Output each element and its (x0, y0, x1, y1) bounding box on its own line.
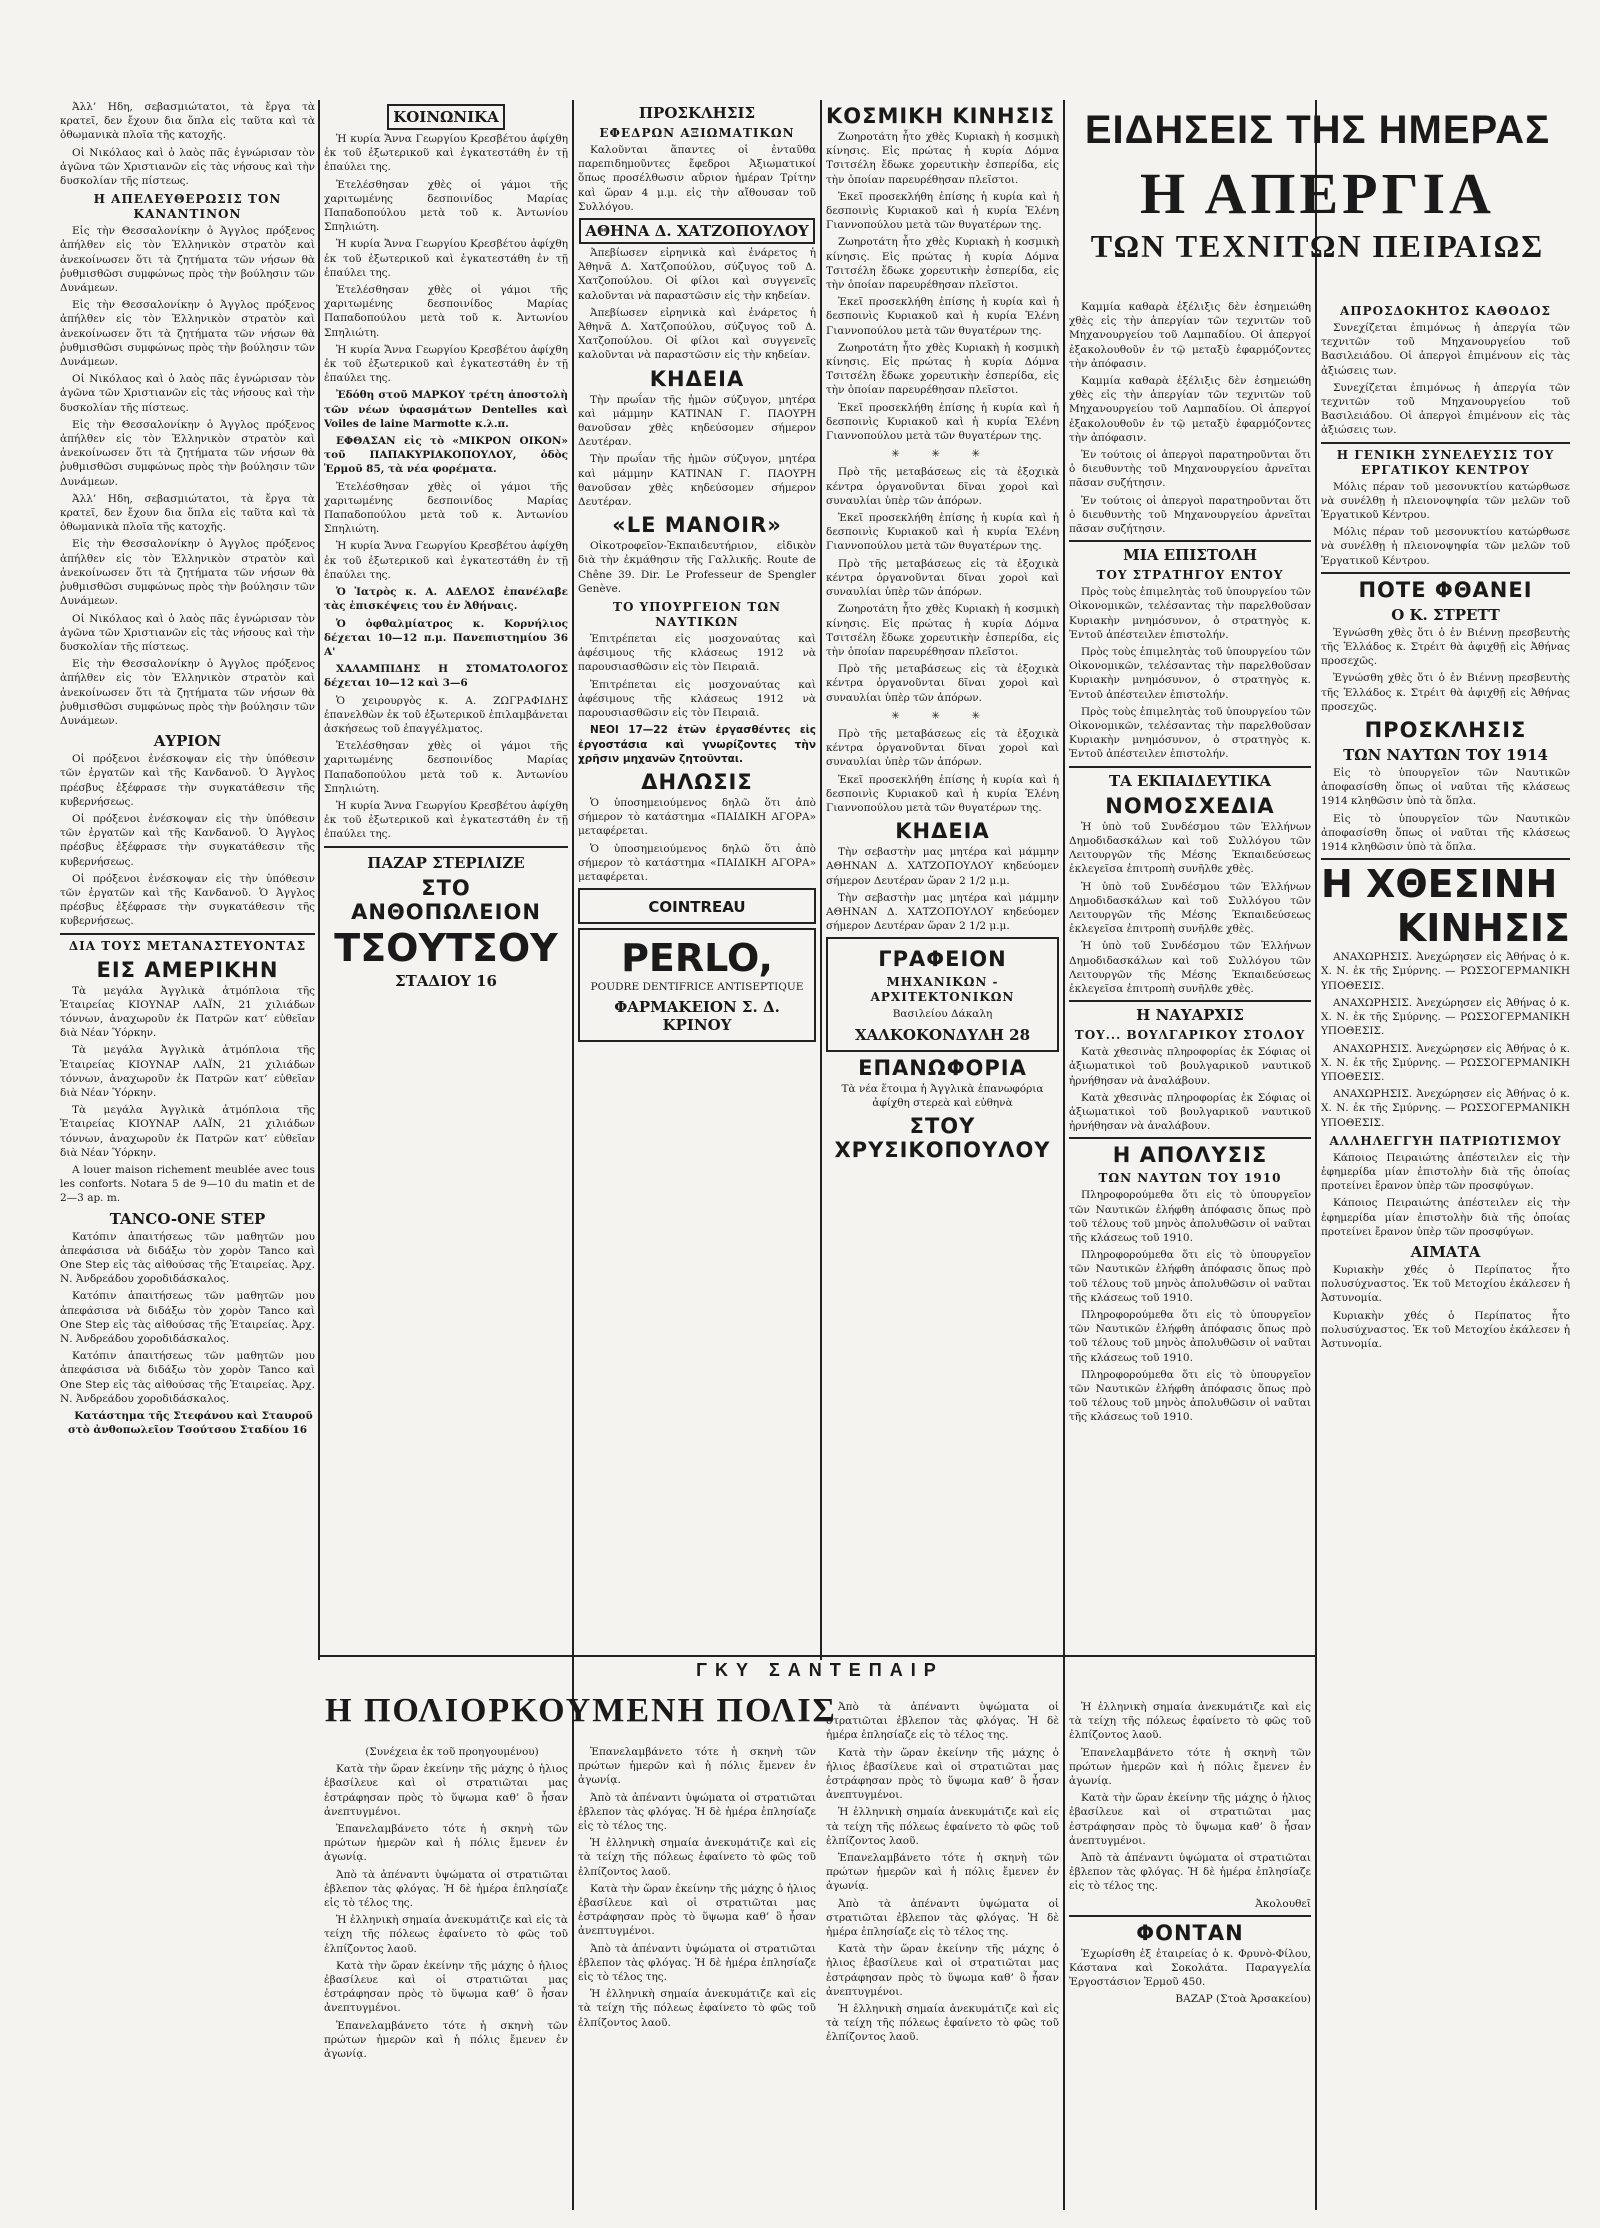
article-text: Τὴν σεβαστὴν μας μητέρα καὶ μάμμην ΑΘΗΝΑΝ Δ. ΧΑΤΖΟΠΟΥΛΟΥ κηδεύομεν σήμερον Δευτέραν ὥραν 2 1/2 μ.μ. (826, 891, 1059, 933)
serial-continued: Ἀκολουθεῖ (1255, 1897, 1311, 1910)
ad-text: ΕΦΘΑΣΑΝ εἰς τὸ «ΜΙΚΡΟΝ ΟΙΚΟΝ» τοῦ ΠΑΠΑΚΥΡΙΑΚΟΠΟΥΛΟΥ, ὁδὸς Ἑρμοῦ 85, τὰ νέα φορέματα. (324, 435, 568, 476)
article-text: Πρὸ τῆς μεταβάσεως εἰς τὰ ἐξοχικὰ κέντρα ὀργανοῦνται δῖναι χοροὶ καὶ συναυλίαι ὑπὲρ τῶν ἀπόρων. (826, 663, 1059, 704)
article-text: Τὴν πρωΐαν τῆς ἡμῶν σύζυγον, μητέρα καὶ μάμμην ΚΑΤΙΝΑΝ Γ. ΠΑΟΥΡΗ θανοῦσαν χθὲς κηδεύσομεν σήμερον Δευτέραν. (578, 393, 816, 449)
article-text: Ἡ κυρία Ἄννα Γεωργίου Κρεσβέτου ἀφίχθη ἐκ τοῦ ἐξωτερικοῦ καὶ ἐγκατεστάθη ἐν τῇ ἐπαύλει της. (324, 238, 568, 279)
article-text: Τὰ μεγάλα Ἀγγλικὰ ἀτμόπλοια τῆς Ἑταιρείας ΚΙΟΥΝΑΡ ΛΑΪΝ, 21 χιλιάδων τόννων, ἀναχωροῦν ἐκ Πατρῶν κατ’ εὐθεῖαν διὰ Νέαν Ὑόρκην. (60, 1044, 315, 1099)
separator-stars: ✳ ✳ ✳ (890, 448, 995, 461)
section-heading: Η ΓΕΝΙΚΗ ΣΥΝΕΛΕΥΣΙΣ ΤΟΥ ΕΡΓΑΤΙΚΟΥ ΚΕΝΤΡΟΥ (1321, 442, 1570, 478)
masthead-line3: ΤΩΝ ΤΕΧΝΙΤΩΝ ΠΕΙΡΑΙΩΣ (1090, 228, 1545, 264)
section-heading: ΕΦΕΔΡΩΝ ΑΞΙΩΜΑΤΙΚΩΝ (599, 126, 795, 140)
section-heading (578, 218, 816, 244)
article-text: Συνεχίζεται ἐπιμόνως ἡ ἀπεργία τῶν τεχνιτῶν τοῦ Μηχανουργείου τοῦ Βασιλειάδου. Οἱ ἀπεργοὶ ἐπιμένουν εἰς τὰς ἀξιώσεις των. (1321, 381, 1570, 437)
article-text: Οἱ Νικόλαος καὶ ὁ λαὸς πᾶς ἐγνώρισαν τὸν ἀγῶνα τῶν Χριστιανῶν εἰς τὰς νήσους καὶ τὴν δυσκολίαν τῆς πίστεως. (60, 146, 315, 188)
article-text: Συνεχίζεται ἐπιμόνως ἡ ἀπεργία τῶν τεχνιτῶν τοῦ Μηχανουργείου τοῦ Βασιλειάδου. Οἱ ἀπεργοὶ ἐπιμένουν εἰς τὰς ἀξιώσεις των. (1321, 322, 1570, 377)
serial-title: Η ΠΟΛΙΟΡΚΟΥΜΕΝΗ ΠΟΛΙΣ (325, 1692, 837, 1729)
article-text: Ἐν τούτοις οἱ ἀπεργοὶ παρατηροῦνται ὅτι ὁ διευθυντὴς τοῦ Μηχανουργείου ἀρνεῖται πᾶσαν συζήτησιν. (1069, 494, 1311, 536)
serial-text: Ἐπανελαμβάνετο τότε ἡ σκηνὴ τῶν πρώτων ἡμερῶν καὶ ἡ πόλις ἔμενεν ἐν ἀγωνίᾳ. (1069, 1746, 1311, 1788)
article-text: Ὁ ὑποσημειούμενος δηλῶ ὅτι ἀπὸ σήμερον τὸ κατάστημα «ΠΑΙΔΙΚΗ ΑΓΟΡΑ» μεταφέρεται. (578, 842, 816, 883)
article-text: Κατὰ χθεσινὰς πληροφορίας ἐκ Σόφιας οἱ ἀξιωματικοὶ τοῦ βουλγαρικοῦ ναυτικοῦ ἠρνήθησαν νὰ ἀναλάβουν. (1069, 1091, 1311, 1133)
serial-text: Ἀπὸ τὰ ἀπέναντι ὑψώματα οἱ στρατιῶται ἐβλεπον τὰς φλόγας. Ἡ δὲ ἡμέρα ἐπλησίαζε εἰς τὸ τέλος της. (578, 1791, 816, 1833)
column-rule (318, 100, 320, 1660)
article-text: Κατόπιν ἀπαιτήσεως τῶν μαθητῶν μου ἀπεφάσισα νὰ διδάξω τὸν χορὸν Tanco καὶ One Step εἰς τὰς αἰθούσας τῆς Ἑταιρείας. Ἀρχ. Ν. Ἀνδρεάδου χοροδιδάσκαλος. (60, 1230, 315, 1286)
article-text: Οἰκοτροφεῖον-Ἐκπαιδευτήριον, εἰδικὸν διὰ τὴν ἐκμάθησιν τῆς Γαλλικῆς. Route de Chêne 39. Dir. Le Professeur de Spengler Genève. (578, 540, 816, 595)
article-text: Κατόπιν ἀπαιτήσεως τῶν μαθητῶν μου ἀπεφάσισα νὰ διδάξω τὸν χορὸν Tanco καὶ One Step εἰς τὰς αἰθούσας τῆς Ἑταιρείας. Ἀρχ. Ν. Ἀνδρεάδου χοροδιδάσκαλος. (60, 1350, 315, 1405)
article-text: Ἐκεῖ προσεκλήθη ἐπίσης ἡ κυρία καὶ ἡ δεσποινὶς Κυριακοῦ καὶ ἡ κυρία Ἑλένη Γιαννοπούλου μετὰ τῶν θυγατέρων της. (826, 401, 1059, 443)
article-text: Καμμία καθαρὰ ἐξέλιξις δὲν ἐσημειώθη χθὲς εἰς τὴν ἀπεργίαν τῶν τεχνιτῶν τοῦ Μηχανουργείου τοῦ Λαμπαδίου. Οἱ ἀπεργοί ἐξακολουθοῦν ἐν τῷ μεταξὺ ἐφαρμόζοντες τὴν ἀπόφασιν. (1069, 375, 1311, 444)
section-heading: ΝΟΜΟΣΧΕΔΙΑ (1105, 793, 1275, 818)
ad-heading: ΦΟΝΤΑΝ (1069, 1915, 1311, 1945)
article-text: Εἰς τὴν Θεσσαλονίκην ὁ Ἀγγλος πρόξενος ἀπήλθεν εἰς τὸν Ἑλληνικὸν στρατὸν καὶ ἀνεκοίνωσεν ὅτι τὰ ζητήματα τῶν νήσων θὰ ῥυθμισθῶσι συμφώνως πρὸς τὴν βούλησιν τῶν Δυνάμεων. (60, 538, 315, 608)
article-text: Οἱ πρόξενοι ἐνέσκοψαν εἰς τὴν ὑπόθεσιν τῶν ἐργατῶν καὶ τῆς Κανδανοῦ. Ὁ Ἀγγλος πρέσβυς ἐξέφρασε τὴν συγκατάθεσιν τῆς κυβερνήσεως. (60, 753, 315, 808)
article-text: Εἰς τὴν Θεσσαλονίκην ὁ Ἀγγλος πρόξενος ἀπήλθεν εἰς τὸν Ἑλληνικὸν στρατὸν καὶ ἀνεκοίνωσεν ὅτι τὰ ζητήματα τῶν νήσων θὰ ῥυθμισθῶσι συμφώνως πρὸς τὴν βούλησιν τῶν Δυνάμεων. (60, 299, 315, 369)
section-heading: «LE MANOIR» (612, 513, 782, 538)
article-text: Ἐκεῖ προσεκλήθη ἐπίσης ἡ κυρία καὶ ἡ δεσποινὶς Κυριακοῦ καὶ ἡ κυρία Ἑλένη Γιαννοπούλου μετὰ τῶν θυγατέρων της. (826, 773, 1059, 814)
ad-text: Ὁ Ἰατρὸς κ. Α. ΑΔΕΛΟΣ ἐπανέλαβε τὰς ἐπισκέψεις του ἐν Ἀθήναις. (324, 586, 568, 613)
serial-text: Ἀπὸ τὰ ἀπέναντι ὑψώματα οἱ στρατιῶται ἐβλεπον τὰς φλόγας. Ἡ δὲ ἡμέρα ἐπλησίαζε εἰς τὸ τέλος της. (324, 1868, 568, 1910)
article-text: Οἱ Νικόλαος καὶ ὁ λαὸς πᾶς ἐγνώρισαν τὸν ἀγῶνα τῶν Χριστιανῶν εἰς τὰς νήσους καὶ τὴν δυσκολίαν τῆς πίστεως. (60, 373, 315, 414)
article-text: Τὴν σεβαστὴν μας μητέρα καὶ μάμμην ΑΘΗΝΑΝ Δ. ΧΑΤΖΟΠΟΥΛΟΥ κηδεύομεν σήμερον Δευτέραν ὥραν 2 1/2 μ.μ. (826, 846, 1059, 887)
ad-text: POUDRE DENTIFRICE ANTISEPTIQUE (590, 981, 804, 994)
article-text: Ἡ ὑπὸ τοῦ Συνδέσμου τῶν Ἑλλήνων Δημοδιδασκάλων καὶ τοῦ Συλλόγου τῶν Λειτουργῶν τῆς Μέσης Ἐκπαιδεύσεως ἐκλεγεῖσα ἐπιτροπὴ συνῆλθε χθὲς. (1069, 880, 1311, 936)
article-text: Μόλις πέραν τοῦ μεσονυκτίου κατώρθωσε νὰ συνέλθῃ ἡ πλειονοψηφία τῶν μελῶν τοῦ Ἐργατικοῦ Κέντρου. (1321, 480, 1570, 522)
article-text: Πρὸς τοὺς ἐπιμελητὰς τοῦ ὑπουργείου τῶν Οἰκονομικῶν, τελέσαντας τὴν παρελθοῦσαν Κυριακὴν μνημόσυνον, ὁ στρατηγὸς κ. Ἐντοῦ ἀπέστειλεν ἐπιστολήν. (1069, 586, 1311, 641)
serial-text: Ἐπανελαμβάνετο τότε ἡ σκηνὴ τῶν πρώτων ἡμερῶν καὶ ἡ πόλις ἔμενεν ἐν ἀγωνίᾳ. (578, 1746, 816, 1787)
section-heading: ΤΟ ΥΠΟΥΡΓΕΙΟΝ ΤΩΝ ΝΑΥΤΙΚΩΝ (613, 600, 781, 630)
section-heading: TANCO-ONE STEP (109, 1209, 266, 1228)
ad-text: Ὁ χειρουργὸς κ. Α. ΖΩΓΡΑΦΙΔΗΣ ἐπανελθὼν ἐκ τοῦ ἐξωτερικοῦ ἐπιλαμβάνεται ἀσκήσεως τοῦ ἐπαγγέλματος. (324, 694, 568, 735)
article-text: Καμμία καθαρὰ ἐξέλιξις δὲν ἐσημειώθη χθὲς εἰς τὴν ἀπεργίαν τῶν τεχνιτῶν τοῦ Μηχανουργείου τοῦ Λαμπαδίου. Οἱ ἀπεργοί ἐξακολουθοῦν ἐν τῷ μεταξὺ ἐφαρμόζοντες τὴν ἀπόφασιν. (1069, 301, 1311, 370)
section-heading: ΚΗΔΕΙΑ (649, 366, 745, 391)
section-heading: ΠΡΟΣΚΛΗΣΙΣ (1364, 718, 1527, 743)
serial-text: Ἐπανελαμβάνετο τότε ἡ σκηνὴ τῶν πρώτων ἡμερῶν καὶ ἡ πόλις ἔμενεν ἐν ἀγωνίᾳ. (324, 2019, 568, 2061)
article-text: Ἐγνώσθη χθὲς ὅτι ὁ ἐν Βιέννῃ πρεσβευτὴς τῆς Ἑλλάδος κ. Στρέιτ θὰ ἀφιχθῇ εἰς Ἀθήνας προσεχῶς. (1321, 626, 1570, 668)
ad-heading: COINTREAU (648, 898, 746, 917)
serial-text: Ἡ ἐλληνικὴ σημαία ἀνεκυμάτιζε καὶ εἰς τὰ τείχη τῆς πόλεως ἐφαίνετο τὸ φῶς τοῦ ἐλπίζοντος λαοῦ. (324, 1914, 568, 1955)
article-text: Οἱ πρόξενοι ἐνέσκοψαν εἰς τὴν ὑπόθεσιν τῶν ἐργατῶν καὶ τῆς Κανδανοῦ. Ὁ Ἀγγλος πρέσβυς ἐξέφρασε τὴν συγκατάθεσιν τῆς κυβερνήσεως. (60, 812, 315, 868)
serial-text: Κατὰ τὴν ὥραν ἐκείνην τῆς μάχης ὁ ἡλιος ἐβασίλευε καὶ οἱ στρατιῶται μας ἐστράφησαν πρὸς τὸ ὕψωμα καθ’ ὃ ἦσαν ἀνεπτυγμένοι. (826, 1943, 1059, 1998)
article-text: Πρὸ τῆς μεταβάσεως εἰς τὰ ἐξοχικὰ κέντρα ὀργανοῦνται δῖναι χοροὶ καὶ συναυλίαι ὑπὲρ τῶν ἀπόρων. (826, 557, 1059, 599)
masthead-line1: ΕΙΔΗΣΕΙΣ ΤΗΣ ΗΜΕΡΑΣ (1084, 108, 1551, 152)
ad-heading: ΕΠΑΝΩΦΟΡΙΑ (858, 1055, 1027, 1080)
section-heading: ΤΟΥ ΣΤΡΑΤΗΓΟΥ ΕΝΤΟΥ (1096, 568, 1284, 583)
section-heading: ΑΥΡΙΟΝ (153, 732, 222, 751)
column-rule (1315, 100, 1317, 2210)
section-heading: ΑΙΜΑΤΑ (1410, 1242, 1481, 1261)
article-text: Ἀλλ’ Ηδη, σεβασμιώτατοι, τὰ ἔργα τὰ κρατεῖ, δεν ἔχουν δια ὅπλα εἰς ταῦτα καὶ τὰ ὀθωμανικὰ πλοῖα τῆς κατοχῆς. (60, 101, 315, 142)
section-heading: ΤΑ ΕΚΠΑΙΔΕΥΤΙΚΑ (1069, 766, 1311, 790)
article-text: Ἐγνώσθη χθὲς ὅτι ὁ ἐν Βιέννῃ πρεσβευτὴς τῆς Ἑλλάδος κ. Στρέιτ θὰ ἀφιχθῇ εἰς Ἀθήνας προσεχῶς. (1321, 672, 1570, 713)
article-text: Μόλις πέραν τοῦ μεσονυκτίου κατώρθωσε νὰ συνέλθῃ ἡ πλειονοψηφία τῶν μελῶν τοῦ Ἐργατικοῦ Κέντρου. (1321, 526, 1570, 567)
serial-text: Κατὰ τὴν ὥραν ἐκείνην τῆς μάχης ὁ ἡλιος ἐβασίλευε καὶ οἱ στρατιῶται μας ἐστράφησαν πρὸς τὸ ὕψωμα καθ’ ὃ ἦσαν ἀνεπτυγμένοι. (826, 1746, 1059, 1802)
ad-box (826, 937, 1059, 1051)
ad-text: ΧΑΛΑΜΠΙΔΗΣ Η ΣΤΟΜΑΤΟΛΟΓΟΣ δέχεται 10—12 καὶ 3—6 (324, 663, 568, 690)
ad-heading: ΤΣΟΥΤΣΟΥ (334, 925, 558, 970)
ad-heading: ΓΡΑΦΕΙΟΝ (878, 947, 1007, 972)
serial-text: Ἀπὸ τὰ ἀπέναντι ὑψώματα οἱ στρατιῶται ἐβλεπον τὰς φλόγας. Ἡ δὲ ἡμέρα ἐπλησίαζε εἰς τὸ τέλος της. (826, 1897, 1059, 1939)
article-text: Κατάστημα τῆς Στεφάνου καὶ Σταυροῦ στὸ ἀνθοπωλεῖον Τσούτσου Σταδίου 16 (67, 1410, 313, 1437)
ad-box (578, 928, 816, 1042)
serial-text: Κατὰ τὴν ὥραν ἐκείνην τῆς μάχης ὁ ἡλιος ἐβασίλευε καὶ οἱ στρατιῶται μας ἐστράφησαν πρὸς τὸ ὕψωμα καθ’ ὃ ἦσαν ἀνεπτυγμένοι. (324, 1959, 568, 2015)
column-4 (826, 100, 1059, 1660)
article-text: Εἰς τὴν Θεσσαλονίκην ὁ Ἀγγλος πρόξενος ἀπήλθεν εἰς τὸν Ἑλληνικὸν στρατὸν καὶ ἀνεκοίνωσεν ὅτι τὰ ζητήματα τῶν νήσων θὰ ῥυθμισθῶσι συμφώνως πρὸς τὴν βούλησιν τῶν Δυνάμεων. (60, 225, 315, 295)
section-heading: Η ΑΠΟΛΥΣΙΣ (1069, 1137, 1311, 1167)
article-text: Πληροφορούμεθα ὅτι εἰς τὸ ὑπουργεῖον τῶν Ναυτικῶν ἐλήφθη ἀπόφασις ὅπως πρὸ τοῦ τέλους τοῦ μηνὸς ἀπολυθῶσιν οἱ ναῦται τῆς κλάσεως τοῦ 1910. (1069, 1308, 1311, 1364)
serial-text: Ἡ ἐλληνικὴ σημαία ἀνεκυμάτιζε καὶ εἰς τὰ τείχη τῆς πόλεως ἐφαίνετο τὸ φῶς τοῦ ἐλπίζοντος λαοῦ. (1069, 1701, 1311, 1742)
article-text: Τὰ μεγάλα Ἀγγλικὰ ἀτμόπλοια τῆς Ἑταιρείας ΚΙΟΥΝΑΡ ΛΑΪΝ, 21 χιλιάδων τόννων, ἀναχωροῦν ἐκ Πατρῶν κατ’ εὐθεῖαν διὰ Νέαν Ὑόρκην. (60, 984, 315, 1040)
article-text: Ὁ ὑποσημειούμενος δηλῶ ὅτι ἀπὸ σήμερον τὸ κατάστημα «ΠΑΙΔΙΚΗ ΑΓΟΡΑ» μεταφέρεται. (578, 796, 816, 838)
serial-col-2 (578, 1745, 816, 2210)
ad-heading: ΣΤΟ ΑΝΘΟΠΩΛΕΙΟΝ (351, 875, 541, 924)
column-rule (1063, 100, 1065, 2210)
article-text: Κατόπιν ἀπαιτήσεως τῶν μαθητῶν μου ἀπεφάσισα νὰ διδάξω τὸν χορὸν Tanco καὶ One Step εἰς τὰς αἰθούσας τῆς Ἑταιρείας. Ἀρχ. Ν. Ἀνδρεάδου χοροδιδάσκαλος. (60, 1290, 315, 1346)
section-heading-text: ΑΘΗΝΑ Δ. ΧΑΤΖΟΠΟΥΛΟΥ (579, 218, 814, 244)
article-text: Ἡ ὑπὸ τοῦ Συνδέσμου τῶν Ἑλλήνων Δημοδιδασκάλων καὶ τοῦ Συλλόγου τῶν Λειτουργῶν τῆς Μέσης Ἐκπαιδεύσεως ἐκλεγεῖσα ἐπιτροπὴ συνῆλθε χθὲς. (1069, 820, 1311, 876)
article-text: Ζωηροτάτη ἦτο χθὲς Κυριακὴ ἡ κοσμικὴ κίνησις. Εἰς πρώτας ἡ κυρία Δόμνα Τσιτσέλη ἔδωκε χορευτικὴν ἑσπερίδα, εἰς τὴν ὁποίαν παρευρέθησαν πλεῖστοι. (826, 341, 1059, 397)
serial-text: Ἀπὸ τὰ ἀπέναντι ὑψώματα οἱ στρατιῶται ἐβλεπον τὰς φλόγας. Ἡ δὲ ἡμέρα ἐπλησίαζε εἰς τὸ τέλος της. (578, 1942, 816, 1984)
ad-heading: ΣΤΑΔΙΟΥ 16 (395, 971, 497, 990)
article-text: Κάποιος Πειραιώτης ἀπέστειλεν εἰς τὴν ἐφημερίδα μίαν ἐπιστολὴν διὰ τῆς ὁποίας προτείνει ἔρανον ὑπὲρ τῶν προσφύγων. (1321, 1151, 1570, 1193)
section-heading: ΤΩΝ ΝΑΥΤΩΝ ΤΟΥ 1910 (1098, 1171, 1282, 1186)
ad-heading: ΠΑΖΑΡ ΣΤΕΡΙΛΙΖΕ (324, 846, 568, 872)
column-6 (1321, 300, 1570, 2210)
article-text: Τὴν πρωΐαν τῆς ἡμῶν σύζυγον, μητέρα καὶ μάμμην ΚΑΤΙΝΑΝ Γ. ΠΑΟΥΡΗ θανοῦσαν χθὲς κηδεύσομεν σήμερον Δευτέραν. (578, 453, 816, 509)
article-text: Ζωηροτάτη ἦτο χθὲς Κυριακὴ ἡ κοσμικὴ κίνησις. Εἰς πρώτας ἡ κυρία Δόμνα Τσιτσέλη ἔδωκε χορευτικὴν ἑσπερίδα, εἰς τὴν ὁποίαν παρευρέθησαν πλεῖστοι. (826, 236, 1059, 292)
article-text: Οἱ πρόξενοι ἐνέσκοψαν εἰς τὴν ὑπόθεσιν τῶν ἐργατῶν καὶ τῆς Κανδανοῦ. Ὁ Ἀγγλος πρέσβυς ἐξέφρασε τὴν συγκατάθεσιν τῆς κυβερνήσεως. (60, 872, 315, 928)
article-text: Ἡ ὑπὸ τοῦ Συνδέσμου τῶν Ἑλλήνων Δημοδιδασκάλων καὶ τοῦ Συλλόγου τῶν Λειτουργῶν τῆς Μέσης Ἐκπαιδεύσεως ἐκλεγεῖσα ἐπιτροπὴ συνῆλθε χθὲς. (1069, 940, 1311, 995)
article-text: ΑΝΑΧΩΡΗΣΙΣ. Ἀνεχώρησεν εἰς Ἀθήνας ὁ κ. Χ. Ν. ἐκ τῆς Σμύρνης. — ΡΩΣΣΟΓΕΡΜΑΝΙΚΗ ΥΠΟΘΕΣΙΣ. (1321, 1088, 1570, 1129)
article-text: Κατὰ χθεσινὰς πληροφορίας ἐκ Σόφιας οἱ ἀξιωματικοὶ τοῦ βουλγαρικοῦ ναυτικοῦ ἠρνήθησαν νὰ ἀναλάβουν. (1069, 1046, 1311, 1087)
article-text: Καλοῦνται ἅπαντες οἱ ἐνταῦθα παρεπιδημοῦντες ἔφεδροι Ἀξιωματικοί ὅπως προσέλθωσιν αὔριον ἡμέραν Τρίτην καὶ ὥραν 4 μ.μ. εἰς τὴν αἴθουσαν τοῦ Συλλόγου. (578, 144, 816, 213)
article-text: Πρὸς τοὺς ἐπιμελητὰς τοῦ ὑπουργείου τῶν Οἰκονομικῶν, τελέσαντας τὴν παρελθοῦσαν Κυριακὴν μνημόσυνον, ὁ στρατηγὸς κ. Ἐντοῦ ἀπέστειλεν ἐπιστολήν. (1069, 646, 1311, 701)
serial-text: Ἡ ἐλληνικὴ σημαία ἀνεκυμάτιζε καὶ εἰς τὰ τείχη τῆς πόλεως ἐφαίνετο τὸ φῶς τοῦ ἐλπίζοντος λαοῦ. (578, 1988, 816, 2029)
separator-stars: ✳ ✳ ✳ (890, 709, 995, 722)
serial-text: Κατὰ τὴν ὥραν ἐκείνην τῆς μάχης ὁ ἡλιος ἐβασίλευε καὶ οἱ στρατιῶται μας ἐστράφησαν πρὸς τὸ ὕψωμα καθ’ ὃ ἦσαν ἀνεπτυγμένοι. (1069, 1792, 1311, 1847)
article-text: ΑΝΑΧΩΡΗΣΙΣ. Ἀνεχώρησεν εἰς Ἀθήνας ὁ κ. Χ. Ν. ἐκ τῆς Σμύρνης. — ΡΩΣΣΟΓΕΡΜΑΝΙΚΗ ΥΠΟΘΕΣΙΣ. (1321, 951, 1570, 992)
ad-text: Τὰ νέα ἕτοιμα ἡ Ἀγγλικὰ ἐπανωφόρια ἀφίχθη στερεὰ καὶ εὐθηνὰ (841, 1082, 1044, 1109)
article-text: Ἐκεῖ προσεκλήθη ἐπίσης ἡ κυρία καὶ ἡ δεσποινὶς Κυριακοῦ καὶ ἡ κυρία Ἑλένη Γιαννοπούλου μετὰ τῶν θυγατέρων της. (826, 296, 1059, 337)
serial-text: Ἡ ἐλληνικὴ σημαία ἀνεκυμάτιζε καὶ εἰς τὰ τείχη τῆς πόλεως ἐφαίνετο τὸ φῶς τοῦ ἐλπίζοντος λαοῦ. (826, 2003, 1059, 2044)
article-text: Πρὸς τοὺς ἐπιμελητὰς τοῦ ὑπουργείου τῶν Οἰκονομικῶν, τελέσαντας τὴν παρελθοῦσαν Κυριακὴν μνημόσυνον, ὁ στρατηγὸς κ. Ἐντοῦ ἀπέστειλεν ἐπιστολήν. (1069, 705, 1311, 761)
article-text: Ζωηροτάτη ἦτο χθὲς Κυριακὴ ἡ κοσμικὴ κίνησις. Εἰς πρώτας ἡ κυρία Δόμνα Τσιτσέλη ἔδωκε χορευτικὴν ἑσπερίδα, εἰς τὴν ὁποίαν παρευρέθησαν πλεῖστοι. (826, 131, 1059, 186)
article-text: ΑΝΑΧΩΡΗΣΙΣ. Ἀνεχώρησεν εἰς Ἀθήνας ὁ κ. Χ. Ν. ἐκ τῆς Σμύρνης. — ΡΩΣΣΟΓΕΡΜΑΝΙΚΗ ΥΠΟΘΕΣΙΣ. (1321, 996, 1570, 1038)
article-text: Κάποιος Πειραιώτης ἀπέστειλεν εἰς τὴν ἐφημερίδα μίαν ἐπιστολὴν διὰ τῆς ὁποίας προτείνει ἔρανον ὑπὲρ τῶν προσφύγων. (1321, 1197, 1570, 1238)
serial-text: Κατὰ τὴν ὥραν ἐκείνην τῆς μάχης ὁ ἡλιος ἐβασίλευε καὶ οἱ στρατιῶται μας ἐστράφησαν πρὸς τὸ ὕψωμα καθ’ ὃ ἦσαν ἀνεπτυγμένοι. (324, 1763, 568, 1818)
serial-text: Ἡ ἐλληνικὴ σημαία ἀνεκυμάτιζε καὶ εἰς τὰ τείχη τῆς πόλεως ἐφαίνετο τὸ φῶς τοῦ ἐλπίζοντος λαοῦ. (578, 1837, 816, 1878)
section-heading: ΚΗΔΕΙΑ (895, 819, 990, 844)
column-1 (60, 100, 315, 2210)
section-heading: ΠΟΤΕ ΦΘΑΝΕΙ (1321, 572, 1570, 602)
article-text: Κυριακὴν χθές ὁ Περίπατος ἦτο πολυσύχναστος. Ἐκ τοῦ Μετοχίου ἐκάλεσεν ἡ Ἀστυνομία. (1321, 1263, 1570, 1305)
ad-heading: ΦΑΡΜΑΚΕΙΟΝ Σ. Δ. ΚΡΙΝΟΥ (614, 998, 780, 1035)
serial-col-4 (1069, 1700, 1311, 2210)
column-2 (324, 100, 568, 1660)
section-heading: ΤΟΥ... ΒΟΥΛΓΑΡΙΚΟΥ ΣΤΟΛΟΥ (1074, 1028, 1306, 1043)
serial-text: Ἀπὸ τὰ ἀπέναντι ὑψώματα οἱ στρατιῶται ἐβλεπον τὰς φλόγας. Ἡ δὲ ἡμέρα ἐπλησίαζε εἰς τὸ τέλος της. (1069, 1852, 1311, 1893)
serial-subtitle: (Συνέχεια ἐκ τοῦ προηγουμένου) (365, 1746, 539, 1758)
section-heading: ΑΛΛΗΛΕΓΓΥΗ ΠΑΤΡΙΩΤΙΣΜΟΥ (1329, 1133, 1562, 1148)
section-heading: Η ΑΠΕΛΕΥΘΕΡΩΣΙΣ ΤΟΝ ΚΑΝΑΝΤΙΝΟΝ (93, 192, 282, 222)
article-text: Ἐτελέσθησαν χθὲς οἱ γάμοι τῆς χαριτωμένης δεσποινίδος Μαρίας Παπαδοπούλου μετὰ τοῦ κ. Ἀντωνίου Σπηλιώτη. (324, 480, 568, 536)
ad-text: ΒΑΖΑΡ (Στοὰ Ἀρσακείου) (1175, 1993, 1311, 2006)
article-text: Πληροφορούμεθα ὅτι εἰς τὸ ὑπουργεῖον τῶν Ναυτικῶν ἐλήφθη ἀπόφασις ὅπως πρὸ τοῦ τέλους τοῦ μηνὸς ἀπολυθῶσιν οἱ ναῦται τῆς κλάσεως τοῦ 1910. (1069, 1249, 1311, 1304)
article-text: A louer maison richement meublée avec tous les conforts. Notara 5 de 9—10 du matin et de 2—3 ap. m. (60, 1164, 315, 1205)
masthead-line2: Η ΑΠΕΡΓΙΑ (1140, 161, 1495, 226)
article-text: ΑΝΑΧΩΡΗΣΙΣ. Ἀνεχώρησεν εἰς Ἀθήνας ὁ κ. Χ. Ν. ἐκ τῆς Σμύρνης. — ΡΩΣΣΟΓΕΡΜΑΝΙΚΗ ΥΠΟΘΕΣΙΣ. (1321, 1042, 1570, 1083)
article-text: Ἐτελέσθησαν χθὲς οἱ γάμοι τῆς χαριτωμένης δεσποινίδος Μαρίας Παπαδοπούλου μετὰ τοῦ κ. Ἀντωνίου Σπηλιώτη. (324, 740, 568, 795)
ad-text: Ὁ ὀφθαλμίατρος κ. Κορνήλιος δέχεται 10—12 π.μ. Πανεπιστημίου 36 Α' (324, 617, 568, 658)
article-text: Ἀπεβίωσεν εἰρηνικὰ καὶ ἐνάρετος ἡ Ἀθηνᾶ Δ. Χατζοπούλου, σύζυγος τοῦ Δ. Χατζοπούλου. Οἱ φίλοι καὶ συγγενεῖς καλοῦνται νὰ παραστῶσιν εἰς τὴν κηδείαν. (578, 306, 816, 362)
article-text: Ἡ κυρία Ἄννα Γεωργίου Κρεσβέτου ἀφίχθη ἐκ τοῦ ἐξωτερικοῦ καὶ ἐγκατεστάθη ἐν τῇ ἐπαύλει της. (324, 540, 568, 581)
article-text: Τὰ μεγάλα Ἀγγλικὰ ἀτμόπλοια τῆς Ἑταιρείας ΚΙΟΥΝΑΡ ΛΑΪΝ, 21 χιλιάδων τόννων, ἀναχωροῦν ἐκ Πατρῶν κατ’ εὐθεῖαν διὰ Νέαν Ὑόρκην. (60, 1104, 315, 1159)
ad-text: Ἐδόθη στοῦ ΜΑΡΚΟΥ τρέτη ἀποστολὴ τῶν νέων ὑφασμάτων Dentelles καὶ Voiles de laine Marmotte κ.λ.π. (324, 389, 568, 430)
article-text: Εἰς τὴν Θεσσαλονίκην ὁ Ἀγγλος πρόξενος ἀπήλθεν εἰς τὸν Ἑλληνικὸν στρατὸν καὶ ἀνεκοίνωσεν ὅτι τὰ ζητήματα τῶν νήσων θὰ ῥυθμισθῶσι συμφώνως πρὸς τὴν βούλησιν τῶν Δυνάμεων. (60, 418, 315, 488)
article-text: Ζωηροτάτη ἦτο χθὲς Κυριακὴ ἡ κοσμικὴ κίνησις. Εἰς πρώτας ἡ κυρία Δόμνα Τσιτσέλη ἔδωκε χορευτικὴν ἑσπερίδα, εἰς τὴν ὁποίαν παρευρέθησαν πλεῖστοι. (826, 603, 1059, 658)
article-text: Εἰς τὸ ὑπουργεῖον τῶν Ναυτικῶν ἀποφασίσθη ὅπως οἱ ναῦται τῆς κλάσεως 1914 κληθῶσιν ὑπὸ τὰ ὅπλα. (1321, 812, 1570, 854)
section-heading: ΑΠΡΟΣΔΟΚΗΤΟΣ ΚΑΘΟΔΟΣ (1339, 304, 1552, 318)
section-heading: ΕΙΣ ΑΜΕΡΙΚΗΝ (96, 957, 279, 982)
ad-text: Ἐχωρίσθη ἐξ ἐταιρείας ὁ κ. Φρυνὸ-Φίλου, Κάστανα καὶ Σοκολάτα. Παραγγελία Ἐργοστάσιον Ἑρμοῦ 450. (1069, 1947, 1311, 1989)
serial-banner: ΓΚΥ ΣΑΝΤΕΠΑΙΡ (696, 1660, 944, 1680)
article-text: Οἱ Νικόλαος καὶ ὁ λαὸς πᾶς ἐγνώρισαν τὸν ἀγῶνα τῶν Χριστιανῶν εἰς τὰς νήσους καὶ τὴν δυσκολίαν τῆς πίστεως. (60, 612, 315, 653)
ad-heading: ΜΗΧΑΝΙΚΩΝ - ΑΡΧΙΤΕΚΤΟΝΙΚΩΝ (870, 975, 1015, 1005)
article-text: Εἰς τὴν Θεσσαλονίκην ὁ Ἀγγλος πρόξενος ἀπήλθεν εἰς τὸν Ἑλληνικὸν στρατὸν καὶ ἀνεκοίνωσεν ὅτι τὰ ζητήματα τῶν νήσων θὰ ῥυθμισθῶσι συμφώνως πρὸς τὴν βούλησιν τῶν Δυνάμεων. (60, 658, 315, 727)
section-heading-text: ΚΟΙΝΩΝΙΚΑ (387, 104, 505, 130)
article-text: Ἐτελέσθησαν χθὲς οἱ γάμοι τῆς χαριτωμένης δεσποινίδος Μαρίας Παπαδοπούλου μετὰ τοῦ κ. Ἀντωνίου Σπηλιώτη. (324, 178, 568, 234)
article-text: Ἡ κυρία Ἄννα Γεωργίου Κρεσβέτου ἀφίχθη ἐκ τοῦ ἐξωτερικοῦ καὶ ἐγκατεστάθη ἐν τῇ ἐπαύλει της. (324, 799, 568, 841)
section-heading: ΔΗΛΩΣΙΣ (641, 769, 753, 794)
article-text: Ἐτελέσθησαν χθὲς οἱ γάμοι τῆς χαριτωμένης δεσποινίδος Μαρίας Παπαδοπούλου μετὰ τοῦ κ. Ἀντωνίου Σπηλιώτη. (324, 284, 568, 339)
article-text: Ἐπιτρέπεται εἰς μοσχοναύτας καὶ ἀφέσιμους τῆς κλάσεως 1912 νὰ παρουσιασθῶσιν εἰς τὸν Πειραιᾶ. (578, 633, 816, 674)
article-text: Πρὸ τῆς μεταβάσεως εἰς τὰ ἐξοχικὰ κέντρα ὀργανοῦνται δῖναι χοροὶ καὶ συναυλίαι ὑπὲρ τῶν ἀπόρων. (826, 466, 1059, 507)
serial-text: Ἐπανελαμβάνετο τότε ἡ σκηνὴ τῶν πρώτων ἡμερῶν καὶ ἡ πόλις ἔμενεν ἐν ἀγωνίᾳ. (826, 1852, 1059, 1893)
serial-text: Ἀπὸ τὰ ἀπέναντι ὑψώματα οἱ στρατιῶται ἐβλεπον τὰς φλόγας. Ἡ δὲ ἡμέρα ἐπλησίαζε εἰς τὸ τέλος της. (826, 1701, 1059, 1742)
article-text: Ἀλλ’ Ηδη, σεβασμιώτατοι, τὰ ἔργα τὰ κρατεῖ, δεν ἔχουν δια ὅπλα εἰς ταῦτα καὶ τὰ ὀθωμανικὰ πλοῖα τῆς κατοχῆς. (60, 492, 315, 534)
article-text: Ἡ κυρία Ἄννα Γεωργίου Κρεσβέτου ἀφίχθη ἐκ τοῦ ἐξωτερικοῦ καὶ ἐγκατεστάθη ἐν τῇ ἐπαύλει της. (324, 133, 568, 174)
section-heading: ΚΟΣΜΙΚΗ ΚΙΝΗΣΙΣ (826, 104, 1056, 128)
ad-box (578, 888, 816, 924)
serial-text: Ἡ ἐλληνικὴ σημαία ἀνεκυμάτιζε καὶ εἰς τὰ τείχη τῆς πόλεως ἐφαίνετο τὸ φῶς τοῦ ἐλπίζοντος λαοῦ. (826, 1806, 1059, 1847)
serial-col-1 (324, 1745, 568, 2210)
ad-text: ΝΕΟΙ 17—22 ἐτῶν ἐργασθέντες εἰς ἐργοστάσια καὶ γνωρίζοντες τὴν χρῆσιν μηχανῶν ζητοῦνται. (578, 724, 816, 765)
article-text: Ἐκεῖ προσεκλήθη ἐπίσης ἡ κυρία καὶ ἡ δεσποινὶς Κυριακοῦ καὶ ἡ κυρία Ἑλένη Γιαννοπούλου μετὰ τῶν θυγατέρων της. (826, 512, 1059, 553)
article-text: Ἐν τούτοις οἱ ἀπεργοὶ παρατηροῦνται ὅτι ὁ διευθυντὴς τοῦ Μηχανουργείου ἀρνεῖται πᾶσαν συζήτησιν. (1069, 449, 1311, 490)
article-text: Ἡ κυρία Ἄννα Γεωργίου Κρεσβέτου ἀφίχθη ἐκ τοῦ ἐξωτερικοῦ καὶ ἐγκατεστάθη ἐν τῇ ἐπαύλει της. (324, 343, 568, 385)
article-text: Πρὸ τῆς μεταβάσεως εἰς τὰ ἐξοχικὰ κέντρα ὀργανοῦνται δῖναι χοροὶ καὶ συναυλίαι ὑπὲρ τῶν ἀπόρων. (826, 727, 1059, 769)
section-heading: ΚΙΝΗΣΙΣ (1396, 906, 1570, 951)
column-rule (572, 100, 574, 2210)
serial-col-3 (826, 1700, 1059, 2210)
section-heading: ΔΙΑ ΤΟΥΣ ΜΕΤΑΝΑΣΤΕΥΟΝΤΑΣ (60, 933, 315, 954)
column-rule (820, 100, 822, 1660)
section-heading (324, 104, 568, 130)
ad-heading: PERLO, (621, 936, 773, 981)
section-heading: Η ΧΘΕΣΙΝΗ (1321, 858, 1570, 904)
section-heading: ΤΩΝ ΝΑΥΤΩΝ ΤΟΥ 1914 (1343, 746, 1548, 765)
section-heading: ΠΡΟΣΚΛΗΣΙΣ (638, 104, 756, 122)
section-heading: Η ΝΑΥΑΡΧΙΣ (1069, 1000, 1311, 1024)
article-text: Κυριακὴν χθές ὁ Περίπατος ἦτο πολυσύχναστος. Ἐκ τοῦ Μετοχίου ἐκάλεσεν ἡ Ἀστυνομία. (1321, 1309, 1570, 1350)
article-text: Πληροφορούμεθα ὅτι εἰς τὸ ὑπουργεῖον τῶν Ναυτικῶν ἐλήφθη ἀπόφασις ὅπως πρὸ τοῦ τέλους τοῦ μηνὸς ἀπολυθῶσιν οἱ ναῦται τῆς κλάσεως τοῦ 1910. (1069, 1189, 1311, 1244)
ad-heading: ΧΑΛΚΟΚΟΝΔΥΛΗ 28 (854, 1025, 1031, 1044)
article-text: Ἐπιτρέπεται εἰς μοσχοναύτας καὶ ἀφέσιμους τῆς κλάσεως 1912 νὰ παρουσιασθῶσιν εἰς τὸν Πειραιᾶ. (578, 678, 816, 720)
article-text: Πληροφορούμεθα ὅτι εἰς τὸ ὑπουργεῖον τῶν Ναυτικῶν ἐλήφθη ἀπόφασις ὅπως πρὸ τοῦ τέλους τοῦ μηνὸς ἀπολυθῶσιν οἱ ναῦται τῆς κλάσεως τοῦ 1910. (1069, 1368, 1311, 1424)
serial-text: Ἐπανελαμβάνετο τότε ἡ σκηνὴ τῶν πρώτων ἡμερῶν καὶ ἡ πόλις ἔμενεν ἐν ἀγωνίᾳ. (324, 1823, 568, 1864)
article-text: Ἐκεῖ προσεκλήθη ἐπίσης ἡ κυρία καὶ ἡ δεσποινὶς Κυριακοῦ καὶ ἡ κυρία Ἑλένη Γιαννοπούλου μετὰ τῶν θυγατέρων της. (826, 190, 1059, 232)
article-text: Ἀπεβίωσεν εἰρηνικὰ καὶ ἐνάρετος ἡ Ἀθηνᾶ Δ. Χατζοπούλου, σύζυγος τοῦ Δ. Χατζοπούλου. Οἱ φίλοι καὶ συγγενεῖς καλοῦνται νὰ παραστῶσιν εἰς τὴν κηδείαν. (578, 247, 816, 302)
section-heading: Ο Κ. ΣΤΡΕΤΤ (1391, 605, 1500, 624)
ad-text: Βασιλείου Δάκαλη (892, 1008, 993, 1021)
article-text: Εἰς τὸ ὑπουργεῖον τῶν Ναυτικῶν ἀποφασίσθη ὅπως οἱ ναῦται τῆς κλάσεως 1914 κληθῶσιν ὑπὸ τὰ ὅπλα. (1321, 767, 1570, 808)
ad-heading: ΣΤΟΥ ΧΡΥΣΙΚΟΠΟΥΛΟΥ (834, 1113, 1051, 1162)
section-heading: ΜΙΑ ΕΠΙΣΤΟΛΗ (1069, 540, 1311, 564)
column-3 (578, 100, 816, 1660)
serial-text: Κατὰ τὴν ὥραν ἐκείνην τῆς μάχης ὁ ἡλιος ἐβασίλευε καὶ οἱ στρατιῶται μας ἐστράφησαν πρὸς τὸ ὕψωμα καθ’ ὃ ἦσαν ἀνεπτυγμένοι. (578, 1882, 816, 1938)
